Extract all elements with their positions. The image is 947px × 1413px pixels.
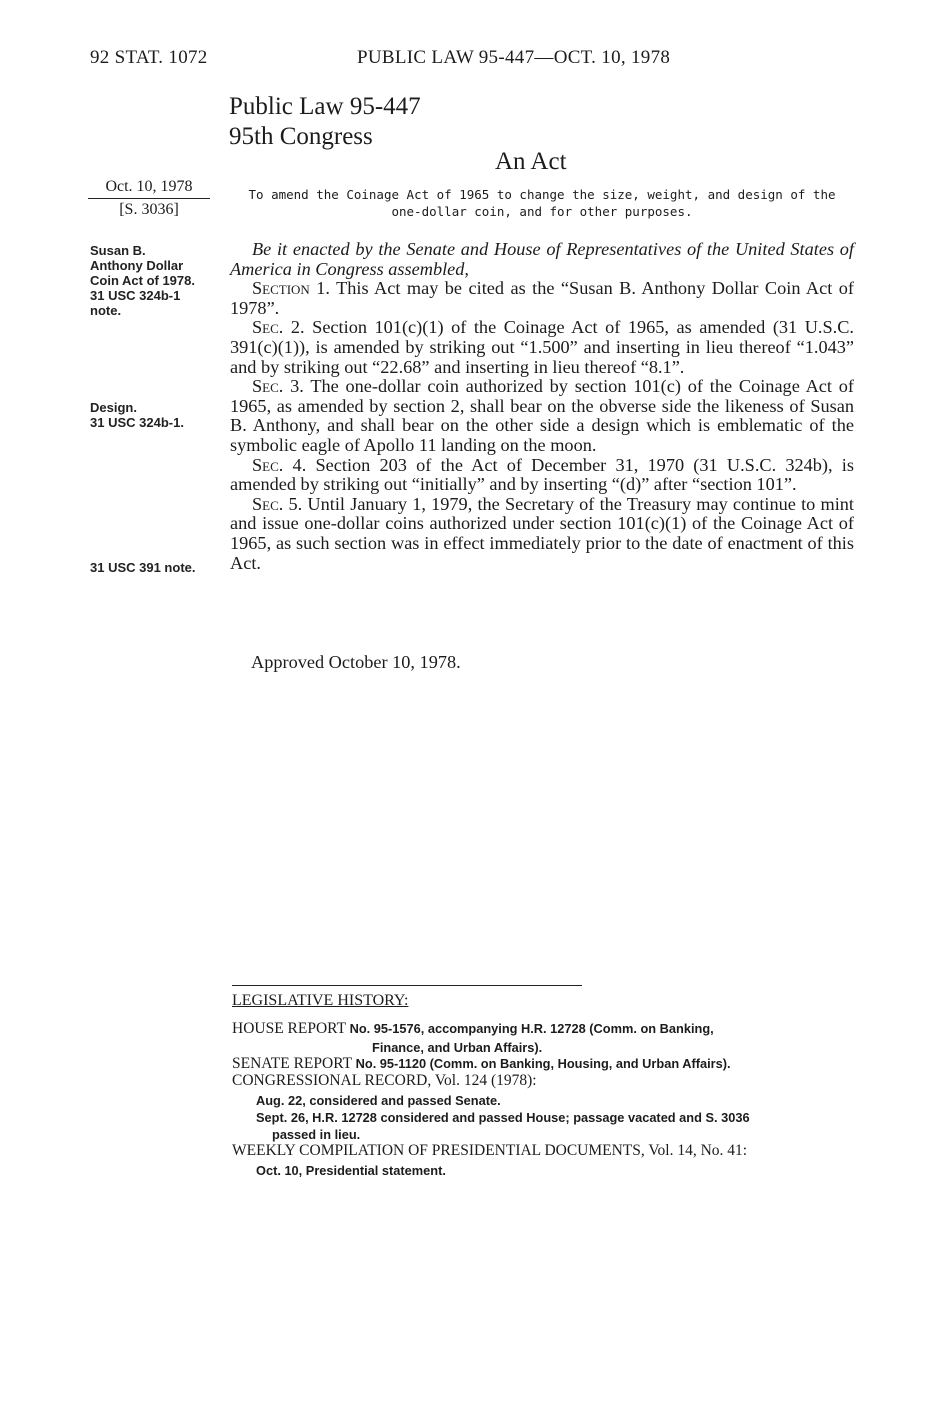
history-rule <box>232 985 582 986</box>
house-report-continued: Finance, and Urban Affairs). <box>372 1040 543 1055</box>
senate-report <box>232 1056 731 1072</box>
section-label: Sec. 5. <box>252 493 303 514</box>
public-law-number: Public Law 95-447 <box>229 93 421 120</box>
section-text: The one-dollar coin authorized by section 101(c) of the Coinage Act of 1965, as amended by section 2, shall bear on the obverse side the likeness of Susan B. Anthony, and shall bear on the other side a design which is emblematic of the symbolic eagle of Apollo 11 landing on the moon. <box>230 376 855 455</box>
weekly-entry: Oct. 10, Presidential statement. <box>256 1163 446 1178</box>
act-purpose <box>232 186 852 220</box>
record-entry-continued: passed in lieu. <box>272 1127 361 1142</box>
public-law-title <box>229 92 421 152</box>
congress-number: 95th Congress <box>229 123 373 150</box>
margin-line: Anthony Dollar <box>90 258 184 273</box>
section-3 <box>230 377 854 455</box>
margin-line: note. <box>90 303 122 318</box>
margin-line: 31 USC 324b-1. <box>90 415 184 430</box>
section-label: Sec. 2. <box>252 317 305 338</box>
approval-date: Approved October 10, 1978. <box>251 652 461 672</box>
section-5 <box>230 495 854 573</box>
section-4 <box>230 456 854 495</box>
margin-line: Design. <box>90 400 137 415</box>
purpose-line-1: To amend the Coinage Act of 1965 to change the size, weight, and design of the <box>248 187 836 202</box>
bill-number: [S. 3036] <box>119 201 179 218</box>
legislative-history-heading: LEGISLATIVE HISTORY: <box>232 992 409 1009</box>
history-label: HOUSE REPORT <box>232 1020 347 1037</box>
section-text: This Act may be cited as the “Susan B. Anthony Dollar Coin Act of 1978”. <box>230 278 854 318</box>
section-label: Sec. 4. <box>252 454 307 475</box>
congressional-record <box>232 1073 537 1089</box>
section-1 <box>230 279 854 318</box>
margin-note-short-title <box>90 243 195 318</box>
section-text: Until January 1, 1979, the Secretary of the Treasury may continue to mint and issue one-dollar coins authorized under section 101(c)(1) of the Coinage Act of 1965, as such section was in effect immediately prior to the date of enactment of this Act. <box>230 493 854 573</box>
margin-line: 31 USC 324b-1 <box>90 288 181 303</box>
margin-note-391: 31 USC 391 note. <box>90 560 196 575</box>
section-label: Sec. 3. <box>252 376 304 397</box>
record-entry: Aug. 22, considered and passed Senate. <box>256 1093 501 1108</box>
margin-note-design <box>90 400 184 430</box>
margin-line: Susan B. <box>90 243 146 258</box>
section-text: Section 101(c)(1) of the Coinage Act of 1965, as amended (31 U.S.C. 391(c)(1)), is amended by striking out “1.500” and inserting in lieu thereof “1.043” and by striking out “22.68” and inserting in lieu thereof “8.1”. <box>230 317 854 377</box>
enacting-clause: Be it enacted by the Senate and House of Representatives of the United States of America in Congress assembled, <box>230 239 854 279</box>
record-entry: Sept. 26, H.R. 12728 considered and passed House; passage vacated and S. 3036 <box>256 1110 750 1125</box>
stat-page-reference: 92 STAT. 1072 <box>90 47 208 68</box>
section-label: Section 1. <box>252 278 330 299</box>
act-body <box>230 240 854 573</box>
act-heading: An Act <box>495 148 567 175</box>
history-text: No. 95-1576, accompanying H.R. 12728 (Comm. on Banking, <box>346 1021 714 1036</box>
weekly-compilation <box>232 1143 747 1159</box>
history-label: SENATE REPORT <box>232 1055 353 1072</box>
purpose-line-2: one-dollar coin, and for other purposes. <box>391 204 693 219</box>
section-text: Section 203 of the Act of December 31, 1970 (31 U.S.C. 324b), is amended by striking out “initially” and by inserting “(d)” after “section 101”. <box>230 454 854 495</box>
history-label: CONGRESSIONAL RECORD, Vol. 124 (1978): <box>232 1072 537 1089</box>
history-label: WEEKLY COMPILATION OF PRESIDENTIAL DOCUMENTS, Vol. 14, No. 41: <box>232 1142 748 1159</box>
margin-date-block <box>88 176 210 221</box>
house-report <box>232 1021 714 1037</box>
history-text: No. 95-1120 (Comm. on Banking, Housing, and Urban Affairs). <box>352 1056 731 1071</box>
section-2 <box>230 318 854 377</box>
margin-line: Coin Act of 1978. <box>90 273 195 288</box>
enactment-date: Oct. 10, 1978 <box>105 178 193 195</box>
running-title: PUBLIC LAW 95-447—OCT. 10, 1978 <box>357 47 671 68</box>
